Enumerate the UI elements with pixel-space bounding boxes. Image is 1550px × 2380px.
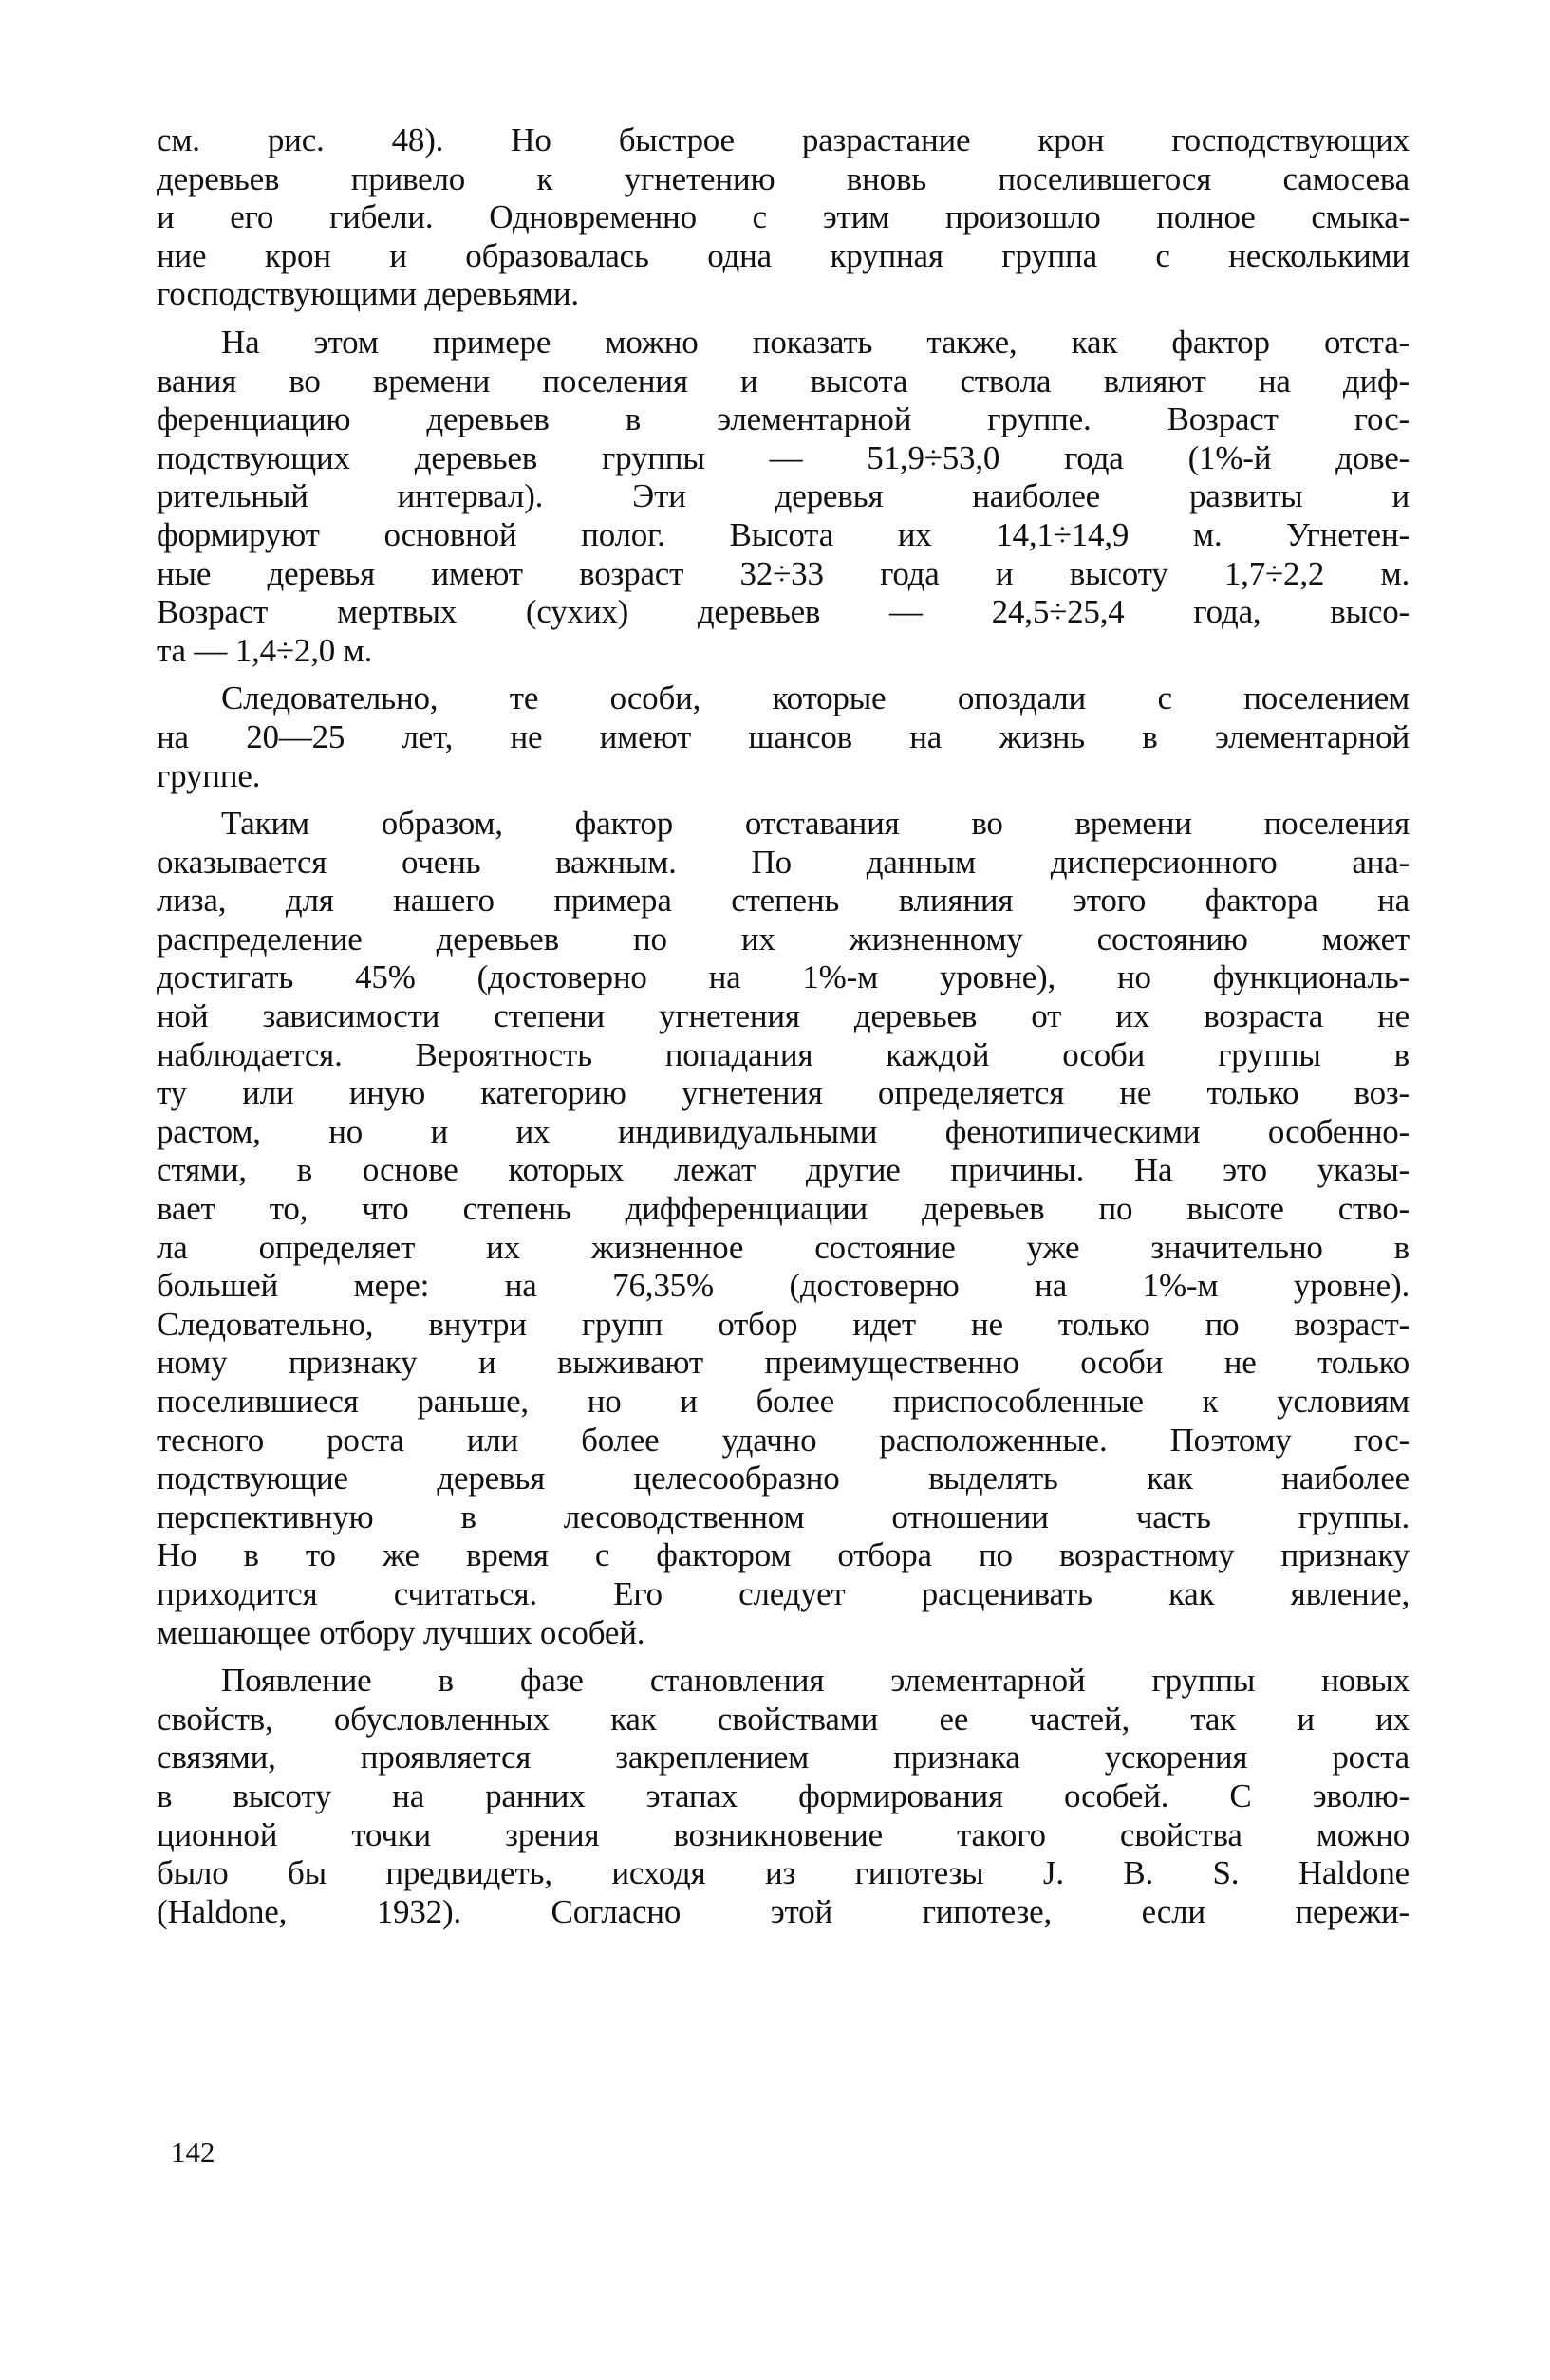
- text-line: Следовательно, те особи, которые опоздали с поселением: [221, 679, 1410, 717]
- text-line: ла определяет их жизненное состояние уже значительно в: [157, 1228, 1410, 1266]
- text-line: ные деревья имеют возраст 32÷33 года и высоту 1,7÷2,2 м.: [157, 554, 1410, 592]
- text-line: лиза, для нашего примера степень влияния этого фактора на: [157, 882, 1410, 920]
- paragraph-1: [157, 121, 1410, 314]
- paragraph-5: [157, 1662, 1410, 1931]
- text-line: тесного роста или более удачно расположенные. Поэтому гос-: [157, 1421, 1410, 1459]
- page-body: [157, 121, 1410, 1941]
- text-line: см. рис. 48). Но быстрое разрастание крон господствующих: [157, 121, 1410, 158]
- text-line: Но в то же время с фактором отбора по возрастному признаку: [157, 1536, 1410, 1574]
- text-line: мешающее отбору лучших особей.: [157, 1613, 645, 1651]
- text-line: достигать 45% (достоверно на 1%-м уровне), но функциональ-: [157, 958, 1410, 996]
- text-line: растом, но и их индивидуальными фенотипическими особенно-: [157, 1112, 1410, 1150]
- text-line: перспективную в лесоводственном отношении часть группы.: [157, 1497, 1410, 1535]
- text-line: оказывается очень важным. По данным дисперсионного ана-: [157, 843, 1410, 881]
- text-line: ференциацию деревьев в элементарной группе. Возраст гос-: [157, 400, 1410, 438]
- text-line: ной зависимости степени угнетения деревьев от их возраста не: [157, 997, 1410, 1035]
- text-line: вания во времени поселения и высота ствола влияют на диф-: [157, 362, 1410, 400]
- text-line: ние крон и образовалась одна крупная группа с несколькими: [157, 236, 1410, 274]
- text-line: вает то, что степень дифференциации деревьев по высоте ство-: [157, 1190, 1410, 1228]
- text-line: Возраст мертвых (сухих) деревьев — 24,5÷25,4 года, высо-: [157, 593, 1410, 631]
- text-line: свойств, обусловленных как свойствами ее частей, так и их: [157, 1700, 1410, 1738]
- paragraph-2: [157, 324, 1410, 670]
- page-number: 142: [171, 2135, 215, 2168]
- text-line: формируют основной полог. Высота их 14,1÷14,9 м. Угнетен-: [157, 515, 1410, 553]
- text-line: рительный интервал). Эти деревья наиболее развиты и: [157, 477, 1410, 515]
- text-line: деревьев привело к угнетению вновь поселившегося самосева: [157, 159, 1410, 197]
- text-line: На этом примере можно показать также, как фактор отста-: [221, 323, 1410, 361]
- text-line: связями, проявляется закреплением признака ускорения роста: [157, 1739, 1410, 1776]
- text-line: и его гибели. Одновременно с этим произошло полное смыка-: [157, 198, 1410, 236]
- text-line: распределение деревьев по их жизненному состоянию может: [157, 920, 1410, 958]
- text-line: стями, в основе которых лежат другие причины. На это указы-: [157, 1151, 1410, 1189]
- text-line: наблюдается. Вероятность попадания каждой особи группы в: [157, 1035, 1410, 1073]
- text-line: было бы предвидеть, исходя из гипотезы J. B. S. Haldone: [157, 1854, 1410, 1892]
- text-line: Появление в фазе становления элементарной группы новых: [221, 1662, 1410, 1700]
- text-line: на 20—25 лет, не имеют шансов на жизнь в элементарной: [157, 717, 1410, 755]
- text-line: Следовательно, внутри групп отбор идет не только по возраст-: [157, 1305, 1410, 1343]
- text-line: группе.: [157, 756, 261, 794]
- text-line: большей мере: на 76,35% (достоверно на 1%-м уровне).: [157, 1267, 1410, 1305]
- paragraph-4: [157, 805, 1410, 1652]
- paragraph-3: [157, 679, 1410, 795]
- text-line: подствующие деревья целесообразно выделять как наиболее: [157, 1460, 1410, 1497]
- text-line: подствующих деревьев группы — 51,9÷53,0 года (1%-й дове-: [157, 438, 1410, 476]
- text-line: ному признаку и выживают преимущественно особи не только: [157, 1344, 1410, 1382]
- text-line: Таким образом, фактор отставания во времени поселения: [221, 805, 1410, 843]
- text-line: ту или иную категорию угнетения определяется не только воз-: [157, 1074, 1410, 1112]
- text-line: господствующими деревьями.: [157, 275, 579, 313]
- text-line: (Haldone, 1932). Согласно этой гипотезе, если пережи-: [157, 1892, 1410, 1930]
- text-line: ционной точки зрения возникновение такого свойства можно: [157, 1815, 1410, 1853]
- text-line: приходится считаться. Его следует расценивать как явление,: [157, 1574, 1410, 1612]
- text-line: та — 1,4÷2,0 м.: [157, 631, 373, 669]
- text-line: поселившиеся раньше, но и более приспособленные к условиям: [157, 1383, 1410, 1420]
- text-line: в высоту на ранних этапах формирования особей. С эволю-: [157, 1776, 1410, 1814]
